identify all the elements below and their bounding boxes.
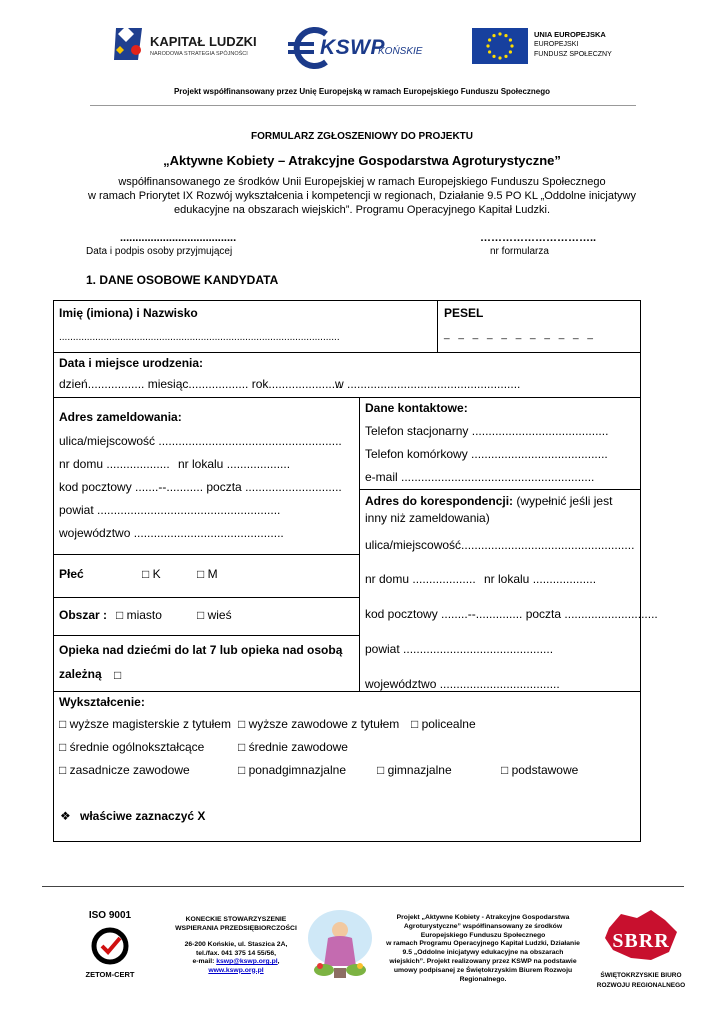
project-footer-line5: 9.5 „Oddolne inicjatywy edukacyjne na obszarach (402, 949, 564, 957)
eu-flag-icon (472, 28, 528, 64)
eu-line2: EUROPEJSKI (534, 41, 579, 48)
correspondence-note: (wypełnić jeśli jest inny niż zameldowania) (365, 494, 613, 525)
project-name: „Aktywne Kobiety – Atrakcyjne Gospodarstwa Agroturystyczne” (163, 153, 561, 168)
sbrr-line1: ŚWIĘTOKRZYSKIE BIURO (600, 972, 682, 979)
project-footer-line6: wiejskich”. Projekt realizowany przez KSWP na podstawie (389, 957, 577, 965)
sex-k-checkbox[interactable]: □ K (142, 567, 161, 581)
correspondence-heading (365, 493, 637, 527)
form-number-label: nr formularza (490, 246, 549, 257)
sex-m-checkbox[interactable]: □ M (197, 567, 218, 581)
project-footer-line7: umowy podpisanej ze Świętokrzyskim Biurem Rozwoju (393, 966, 573, 974)
project-footer-info (378, 914, 588, 984)
edu-vocational-secondary-checkbox[interactable]: □ średnie zawodowe (238, 740, 348, 754)
pesel-field[interactable]: _ _ _ _ _ _ _ _ _ _ _ (444, 329, 596, 340)
correspondence-voivodeship-field[interactable]: województwo .................................... (365, 677, 560, 691)
org-phone: tel./fax. 041 375 14 55/56, (195, 949, 277, 957)
contact-title: Dane kontaktowe: (365, 401, 468, 415)
eu-line3: FUNDUSZ SPOŁECZNY (534, 51, 612, 58)
mark-instruction: właściwe zaznaczyć X (80, 809, 206, 823)
signature-label: Data i podpis osoby przyjmującej (86, 246, 233, 257)
address-county-field[interactable]: powiat ....................................................... (59, 503, 281, 517)
kapital-ludzki-emblem (112, 24, 146, 64)
address-flat-field[interactable]: nr lokalu ................... (178, 457, 291, 471)
address-title: Adres zameldowania: (59, 410, 182, 424)
project-footer-line4: w ramach Programu Operacyjnego Kapitał Ludzki, Działanie (386, 940, 580, 948)
eu-line1: UNIA EUROPEJSKA (534, 30, 606, 39)
kswp-footer-info (168, 916, 304, 975)
org-website-link[interactable]: www.kswp.org.pl (208, 966, 264, 974)
form-title: FORMULARZ ZGŁOSZENIOWY DO PROJEKTU (250, 131, 474, 142)
name-label: Imię (imiona) i Nazwisko (59, 306, 198, 320)
correspondence-title: Adres do korespondencji: (365, 494, 514, 508)
diamond-bullet-icon: ❖ (60, 809, 71, 823)
org-email-label: e-mail: (192, 958, 217, 965)
project-desc-3: edukacyjne na obszarach wiejskich”. Programu Operacyjnego Kapitał Ludzki. (173, 204, 551, 216)
pesel-label: PESEL (444, 306, 484, 320)
correspondence-flat-field[interactable]: nr lokalu ................... (484, 572, 597, 586)
sbrr-line2: ROZWOJU REGIONALNEGO (596, 982, 686, 989)
kapital-ludzki-title: KAPITAŁ LUDZKI (150, 34, 257, 49)
kswp-main-text: KSWP (320, 36, 385, 59)
edu-upper-secondary-checkbox[interactable]: □ ponadgimnazjalne (238, 763, 346, 777)
care-checkbox[interactable]: □ (114, 668, 122, 682)
form-number-dots: ………………………….. (480, 232, 597, 244)
edu-basic-vocational-checkbox[interactable]: □ zasadnicze zawodowe (59, 763, 190, 777)
address-voivodeship-field[interactable]: województwo ............................................. (59, 526, 284, 540)
farmer-illustration (304, 908, 376, 984)
edu-general-secondary-checkbox[interactable]: □ średnie ogólnokształcące (59, 740, 205, 754)
edu-higher-vocational-checkbox[interactable]: □ wyższe zawodowe z tytułem (238, 717, 400, 731)
header-divider (90, 105, 636, 106)
project-footer-line1: Projekt „Aktywne Kobiety - Atrakcyjne Gospodarstwa (396, 914, 570, 921)
mobile-field[interactable]: Telefon komórkowy ......................................... (365, 447, 608, 461)
birth-date-field[interactable]: dzień................. miesiąc.................. rok...................... (59, 377, 342, 391)
eu-logo (472, 28, 632, 68)
kswp-logo (286, 26, 436, 74)
kapital-ludzki-logo (112, 24, 262, 68)
care-label-line2: zależną (59, 667, 102, 681)
org-address: 26-200 Końskie, ul. Staszica 2A, (184, 941, 288, 948)
education-title: Wykształcenie: (59, 695, 145, 709)
address-house-field[interactable]: nr domu ................... (59, 457, 170, 471)
email-field[interactable]: e-mail .......................................................... (365, 470, 595, 484)
project-desc-2: w ramach Priorytet IX Rozwój wykształcenia i kompetencji w regionach, Działanie 9.5 PO KL „Oddolne inicjatywy (88, 190, 636, 202)
care-label-line1: Opieka nad dziećmi do lat 7 lub opieka nad osobą (59, 643, 343, 657)
birth-place-field[interactable]: w .................................................... (335, 377, 521, 391)
zetom-label: ZETOM-CERT (85, 970, 135, 979)
footer-divider (42, 886, 684, 887)
signature-dots: ...................................... (120, 232, 237, 244)
org-name-2: WSPIERANIA PRZEDSIĘBIORCZOŚCI (175, 924, 297, 932)
project-footer-line8: Regionalnego. (459, 975, 507, 983)
phone-field[interactable]: Telefon stacjonarny ......................................... (365, 424, 609, 438)
kswp-city-text: KOŃSKIE (378, 46, 423, 57)
section-title: 1. DANE OSOBOWE KANDYDATA (86, 273, 279, 287)
area-label: Obszar : (59, 608, 108, 622)
project-footer-line2: Agroturystyczne” współfinansowany ze środków (403, 922, 563, 930)
edu-primary-checkbox[interactable]: □ podstawowe (501, 763, 579, 777)
zetom-cert-icon (90, 926, 130, 966)
org-name-1: KONECKIE STOWARZYSZENIE (185, 916, 287, 923)
sbrr-logo (594, 906, 688, 996)
edu-masters-checkbox[interactable]: □ wyższe magisterskie z tytułem (59, 717, 231, 731)
cofinancing-note: Projekt współfinansowany przez Unię Europejską w ramach Europejskiego Funduszu Społecznego (173, 87, 551, 96)
gardening-woman-icon (304, 908, 376, 984)
birth-label: Data i miejsce urodzenia: (59, 356, 204, 370)
project-footer-line3: Europejskiego Funduszu Społecznego (420, 931, 546, 939)
edu-lower-secondary-checkbox[interactable]: □ gimnazjalne (377, 763, 452, 777)
sbrr-acronym: SBRR (612, 930, 670, 952)
iso-label: ISO 9001 (88, 910, 132, 921)
correspondence-house-field[interactable]: nr domu ................... (365, 572, 476, 586)
candidate-form (53, 300, 658, 842)
area-village-checkbox[interactable]: □ wieś (197, 608, 232, 622)
sex-label: Płeć (59, 567, 84, 581)
area-city-checkbox[interactable]: □ miasto (116, 608, 162, 622)
org-email-link[interactable]: kswp@kswp.org.pl (216, 958, 278, 965)
iso-cert-logo (78, 910, 142, 984)
correspondence-city-field[interactable]: ulica/miejscowość.................................................... (365, 538, 635, 552)
correspondence-county-field[interactable]: powiat ............................................. (365, 642, 554, 656)
kapital-ludzki-subtitle: NARODOWA STRATEGIA SPÓJNOŚCI (150, 51, 248, 57)
org-email-line: e-mail: kswp@kswp.org.pl, (192, 958, 280, 965)
edu-post-secondary-checkbox[interactable]: □ policealne (411, 717, 476, 731)
address-postal-field[interactable]: kod pocztowy .......--........... poczta ............................. (59, 480, 342, 494)
name-field[interactable]: ..................................................................................................... (59, 332, 340, 343)
project-desc-1: współfinansowanego ze środków Unii Europejskiej w ramach Europejskiego Funduszu Społecznego (118, 176, 606, 188)
correspondence-postal-field[interactable]: kod pocztowy ........--.............. poczta ............................ (365, 607, 658, 621)
address-city-field[interactable]: ulica/miejscowość ....................................................... (59, 434, 342, 448)
